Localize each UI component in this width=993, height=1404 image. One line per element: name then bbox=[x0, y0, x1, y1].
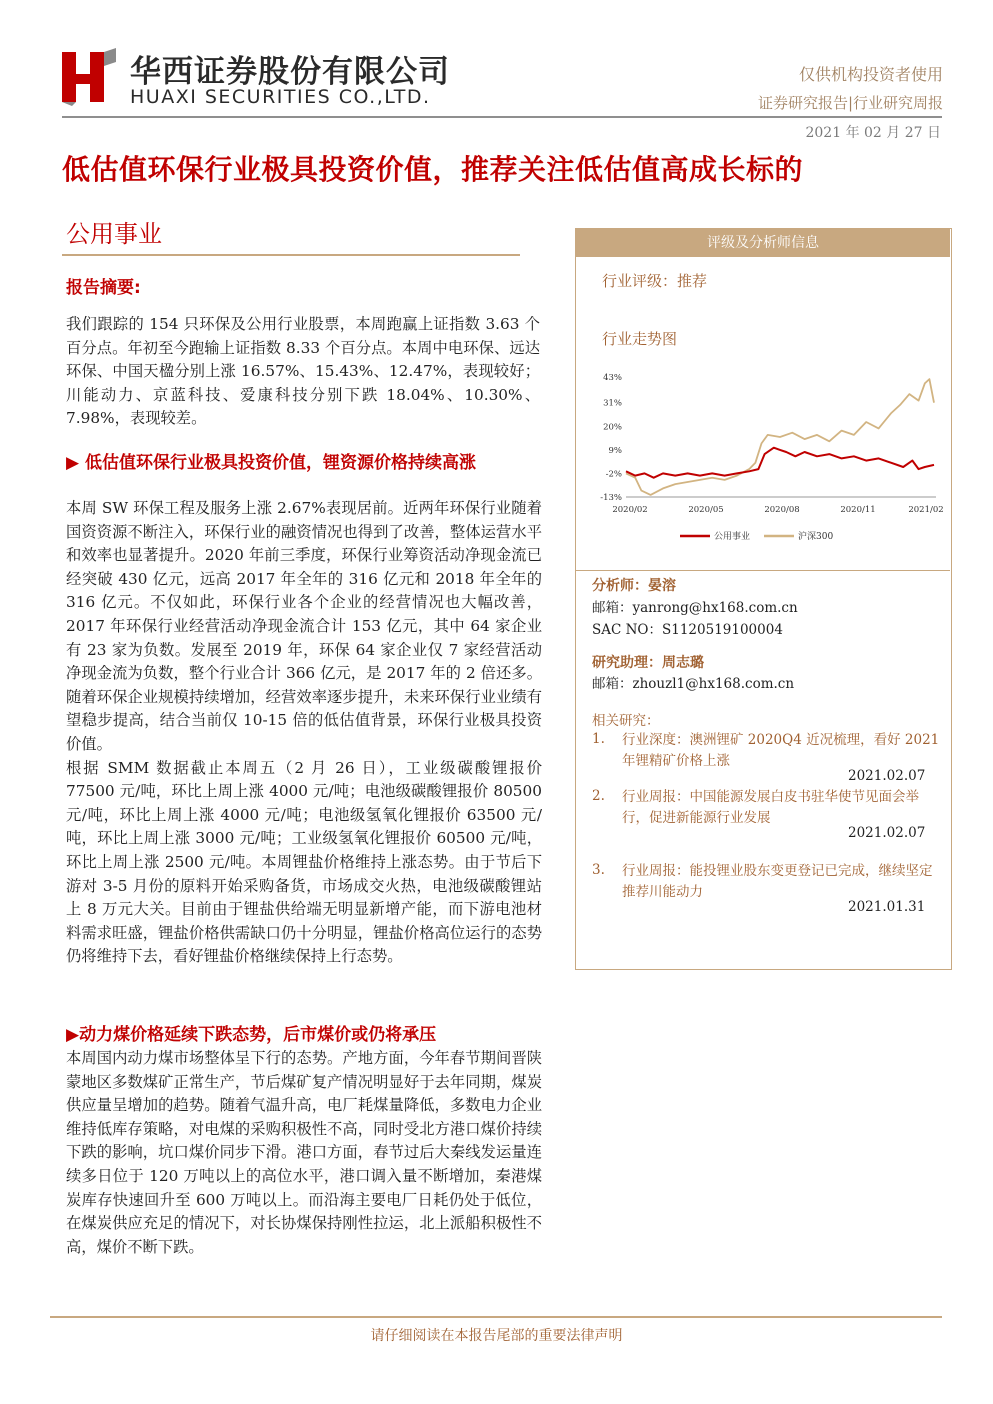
report-date: 2021 年 02 月 27 日 bbox=[805, 125, 941, 141]
legend-label: 沪深300 bbox=[798, 532, 834, 542]
audience-note: 仅供机构投资者使用 bbox=[798, 65, 943, 84]
related-1-date: 2021.02.07 bbox=[848, 768, 926, 784]
y-tick-label: 31% bbox=[603, 398, 622, 409]
section2-paragraph-1: 本周国内动力煤市场整体呈下行的态势。产地方面，今年春节期间晋陕蒙地区多数煤矿正常生产，节后煤矿复产情况明显好于去年同期，煤炭供应量呈增加的趋势。随着气温升高，电厂耗煤量降低，多数电力企业维持低库存策略，对电煤的采购积极性不高，同时受北方港口煤价持续下跌的影响，坑口煤价同步下滑。港口方面，春节过后大秦线发运量连续多日位于 120 万吨以上的高位水平，港口调入量不断增加，秦港煤炭库存快速回升至 600 万吨以上。而沿海主要电厂日耗仍处于低位，在煤炭供应充足的情况下，对长协煤保持刚性拉运，北上派船积极性不高，煤价不断下跌。 bbox=[66, 1049, 542, 1256]
related-2-title[interactable]: 行业周报：中国能源发展白皮书驻华使节见面会举行，促进新能源行业发展 bbox=[622, 789, 919, 826]
x-axis-ticks bbox=[612, 505, 943, 515]
summary-paragraph: 我们跟踪的 154 只环保及公用行业股票，本周跑赢上证指数 3.63 个百分点。年初至今跑输上证指数 8.33 个百分点。本周中电环保、远达环保、中国天楹分别上涨 16.57%、15.43%、12.47%，表现较好；川能动力、京蓝科技、爱康科技分别下跌 18.04%、10.30%、7.98%，表现较差。 bbox=[66, 315, 540, 428]
x-tick-label: 2021/02 bbox=[908, 505, 944, 515]
x-tick-label: 2020/05 bbox=[688, 505, 724, 515]
panel-heading: 评级及分析师信息 bbox=[576, 229, 950, 257]
section2-body bbox=[66, 1047, 542, 1259]
y-tick-label: -2% bbox=[605, 469, 622, 480]
related-3-number: 3. bbox=[592, 862, 605, 878]
y-tick-label: 9% bbox=[608, 445, 622, 456]
sector-divider bbox=[62, 254, 520, 256]
huaxi-logo-icon bbox=[62, 48, 116, 106]
related-2-number: 2. bbox=[592, 788, 605, 804]
assistant-name: 研究助理：周志璐 bbox=[592, 655, 704, 671]
series-lines bbox=[626, 379, 934, 495]
y-tick-label: 20% bbox=[603, 422, 622, 433]
section1-heading: ▶ 低估值环保行业极具投资价值，锂资源价格持续高涨 bbox=[66, 453, 476, 473]
series-line-csi300 bbox=[626, 379, 934, 495]
related-1-number: 1. bbox=[592, 731, 605, 747]
report-title: 低估值环保行业极具投资价值，推荐关注低估值高成长标的 bbox=[62, 153, 804, 186]
analyst-email[interactable]: 邮箱：yanrong@hx168.com.cn bbox=[592, 600, 798, 616]
related-research-heading: 相关研究： bbox=[592, 713, 660, 729]
related-1-title[interactable]: 行业深度：澳洲锂矿 2020Q4 近况梳理，看好 2021 年锂精矿价格上涨 bbox=[622, 732, 940, 769]
company-name-cn: 华西证券股份有限公司 bbox=[130, 54, 450, 90]
assistant-email[interactable]: 邮箱：zhouzl1@hx168.com.cn bbox=[592, 676, 795, 692]
related-2-date: 2021.02.07 bbox=[848, 825, 926, 841]
summary-text bbox=[66, 313, 540, 431]
footer-divider bbox=[50, 1316, 942, 1318]
x-tick-label: 2020/11 bbox=[840, 505, 876, 515]
y-axis-ticks bbox=[600, 373, 622, 503]
related-3-title[interactable]: 行业周报：能投锂业股东变更登记已完成，继续坚定推荐川能动力 bbox=[622, 863, 933, 900]
legend-label: 公用事业 bbox=[714, 532, 751, 542]
series-line-utilities bbox=[626, 448, 934, 478]
section2-heading: ▶动力煤价格延续下跌态势，后市煤价或仍将承压 bbox=[66, 1025, 437, 1045]
x-tick-label: 2020/08 bbox=[764, 505, 800, 515]
header-divider bbox=[62, 116, 942, 118]
related-3-date: 2021.01.31 bbox=[848, 899, 926, 915]
trend-chart-label: 行业走势图 bbox=[602, 330, 678, 348]
company-name-en: HUAXI SECURITIES CO.,LTD. bbox=[130, 86, 431, 108]
summary-heading: 报告摘要: bbox=[66, 278, 141, 298]
x-tick-label: 2020/02 bbox=[612, 505, 648, 515]
chart-legend bbox=[680, 530, 833, 542]
panel-divider bbox=[576, 570, 950, 571]
section1-paragraph-2: 根据 SMM 数据截止本周五（2 月 26 日），工业级碳酸锂报价 77500 元/吨，环比上周上涨 4000 元/吨；电池级碳酸锂报价 80500 元/吨，环比上周上涨 4000 元/吨；电池级氢氧化锂报价 63500 元/吨，环比上周上涨 3000 元/吨；工业级氢氧化锂报价 60500 元/吨，环比上周上涨 2500 元/吨。本周锂盐价格维持上涨态势。由于节后下游对 3-5 月份的原料开始采购备货，市场成交火热，电池级碳酸锂站上 8 万元大关。目前由于锂盐供给端无明显新增产能，而下游电池材料需求旺盛，锂盐价格供需缺口仍十分明显，锂盐价格高位运行的态势仍将维持下去，看好锂盐价格继续保持上行态势。 bbox=[66, 758, 542, 966]
y-tick-label: 43% bbox=[603, 373, 622, 383]
report-type: 证券研究报告|行业研究周报 bbox=[757, 94, 943, 112]
sector-name: 公用事业 bbox=[66, 220, 162, 248]
trend-chart bbox=[584, 366, 944, 550]
section1-paragraph-1: 本周 SW 环保工程及服务上涨 2.67%表现居前。近两年环保行业随着国资资源不断注入，环保行业的融资情况也得到了改善，整体运营水平和效率也显著提升。2020 年前三季度，环保行业筹资活动净现金流已经突破 430 亿元，远高 2017 年全年的 316 亿元和 2018 年全年的 316 亿元。不仅如此，环保行业各个企业的经营情况也大幅改善，2017 年环保行业经营活动净现金流合计 153 亿元，其中 64 家企业有 23 家为负数。发展至 2019 年，环保 64 家企业仅 7 家经营活动净现金流为负数，整个行业合计 366 亿元，是 2017 年的 2 倍还多。随着环保企业规模持续增加，经营效率逐步提升，未来环保行业业绩有望稳步提高，结合当前仅 10-15 倍的低估值背景，环保行业极具投资价值。 bbox=[66, 499, 542, 753]
y-tick-label: -13% bbox=[600, 493, 622, 503]
industry-rating: 行业评级：推荐 bbox=[602, 272, 708, 290]
analyst-name: 分析师：晏溶 bbox=[592, 578, 676, 594]
sac-number: SAC NO：S1120519100004 bbox=[592, 622, 783, 638]
section1-body bbox=[66, 497, 542, 969]
legal-notice: 请仔细阅读在本报告尾部的重要法律声明 bbox=[370, 1328, 623, 1344]
